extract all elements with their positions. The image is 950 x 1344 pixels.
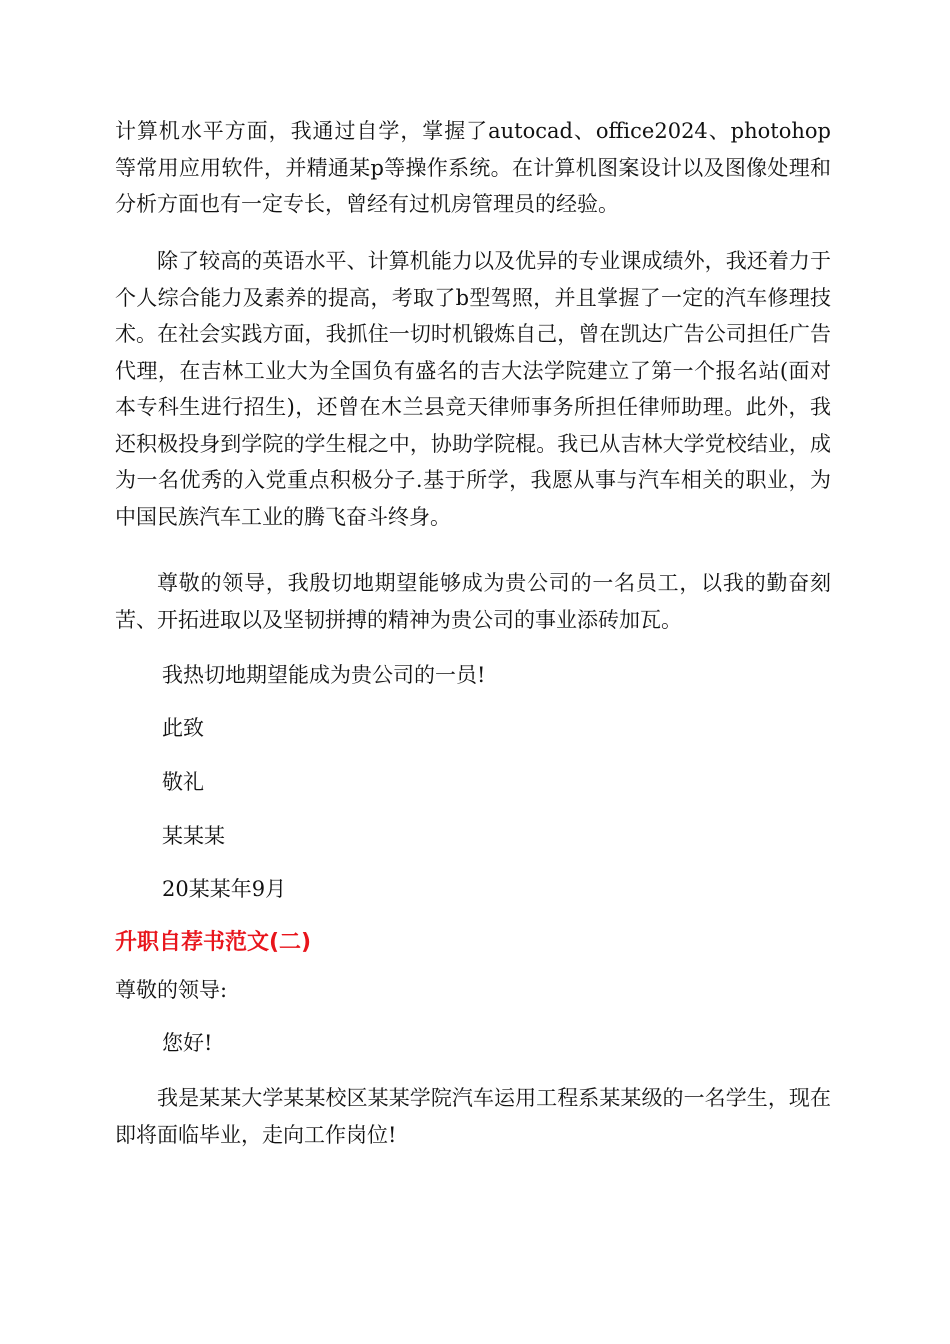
paragraph-abilities: 除了较高的英语水平、计算机能力以及优异的专业课成绩外，我还着力于个人综合能力及素养的提高，考取了b型驾照，并且掌握了一定的汽车修理技术。在社会实践方面，我抓住一切时机锻炼自己，曾在凯达广告公司担任广告代理，在吉林工业大为全国负有盛名的吉大法学院建立了第一个报名站(面对本专科生进行招生)，还曾在木兰县竞天律师事务所担任律师助理。此外，我还积极投身到学院的学生棍之中，协助学院棍。我已从吉林大学党校结业，成为一名优秀的入党重点积极分子.基于所学，我愿从事与汽车相关的职业，为中国民族汽车工业的腾飞奋斗终身。 <box>115 249 831 529</box>
closing-line-1: 此致 <box>162 716 204 740</box>
date: 20某某年9月 <box>162 877 287 901</box>
salutation: 尊敬的领导: <box>115 978 228 1002</box>
closing-line-2: 敬礼 <box>162 770 204 794</box>
section-heading: 升职自荐书范文(二) <box>115 930 312 955</box>
paragraph-introduction: 我是某某大学某某校区某某学院汽车运用工程系某某级的一名学生，现在即将面临毕业，走向工作岗位! <box>115 1086 831 1147</box>
paragraph-computer-skills: 计算机水平方面，我通过自学，掌握了autocad、office2024、photohop等常用应用软件，并精通某p等操作系统。在计算机图案设计以及图像处理和分析方面也有一定专长，曾经有过机房管理员的经验。 <box>115 119 831 216</box>
paragraph-request: 尊敬的领导，我殷切地期望能够成为贵公司的一名员工，以我的勤奋刻苦、开拓进取以及坚韧拼搏的精神为贵公司的事业添砖加瓦。 <box>115 571 831 632</box>
greeting: 您好! <box>162 1031 213 1055</box>
closing-wish: 我热切地期望能成为贵公司的一员! <box>162 663 486 687</box>
signature: 某某某 <box>162 824 225 848</box>
